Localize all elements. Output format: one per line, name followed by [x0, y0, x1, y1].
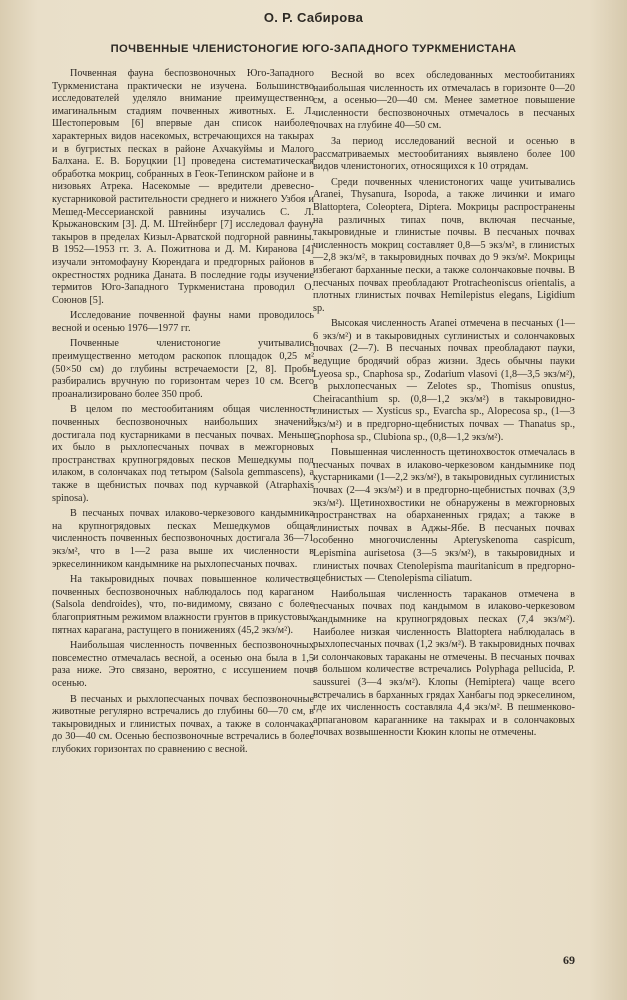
paragraph: Наибольшая численность почвенных беспозвоночных повсеместно отмечалась весной, а осенью она была в 1,5 раза ниже. Это связано, вероятно, с иссушением почв осенью.	[52, 640, 314, 689]
paragraph: Почвенные членистоногие учитывались преимущественно методом раскопок площадок 0,25 м² (50×50 см) до глубины встречаемости [2, 8]. Пробы разбирались вручную по горизонтам через 10 см. Всего проанализировано более 350 проб.	[52, 338, 314, 400]
left-column	[52, 68, 314, 759]
paragraph: В целом по местообитаниям общая численность почвенных беспозвоночных наибольших значений достигала под кустарниками в песчаных почвах. Меньше их было в рыхлопесчаных почвах в межгорновых пространствах крупногрядовых песков Мешедкумы под илаком, в солончаках под тетыром (Salsola gemmascens), а также в щебнистых почвах под курчавкой (Atraphaxis spinosa).	[52, 404, 314, 504]
paragraph: В песчаных и рыхлопесчаных почвах беспозвоночные животные регулярно встречались до глубины 60—70 см, в такыровидных и глинистых почвах, а также в солончаках до 30—40 см. Осенью беспозвоночные встречались в более глубоких горизонтах по сравнению с весной.	[52, 693, 314, 755]
right-column	[313, 70, 575, 743]
paragraph: Среди почвенных членистоногих чаще учитывались Aranei, Thysanura, Isopoda, а также личинки и имаго Blattoptera, Coleoptera, Diptera. Мокрицы распространены на различных типах почв, включая песчаные, такыровидные и глинистые почвы. В песчаных почвах численность мокриц составляет 0,8—5 экз/м², в глинистых—2,8 экз/м², в такыровидных почвах до 9 экз/м². Мокрицы избегают барханные пески, а также солончаковые почвы. В песчаных почвах преобладают Protracheoniscus orientalis, а плотных глинистых почвах Hemilepistus elegans, Ligidium sp.	[313, 176, 575, 314]
paragraph: За период исследований весной и осенью в рассматриваемых местообитаниях выявлено более 100 видов членистоногих, относящихся к 10 отрядам.	[313, 135, 575, 173]
paragraph: Наибольшая численность тараканов отмечена в песчаных почвах под кандымом в илаково-черкезовом кандымнике на крупногрядовых песках (7,4 экз/м²). Наиболее низкая численность Blattoptera наблюдалась в рыхлопесчаных почвах (1,2 экз/м²). В такыровидных почвах и солончаковых тараканы не отмечены. В песчаных почвах в большом количестве встречались Polyphaga pellucida, P. saussurei (3—4 экз/м²). Клопы (Hemiptera) чаще всего встречались в барханных грядах Ханбагы под эркеселином, где их численность составляла 4,4 экз/м². В пешменково-арпагановом караганнике на такырах и в солончаковых почвах возвышенности Кюкин клопы не отмечены.	[313, 588, 575, 739]
paragraph: Высокая численность Aranei отмечена в песчаных (1—6 экз/м²) и в такыровидных суглинистых и солончаковых почвах (2—7). В песчаных почвах преобладают пауки, ведущие бродячий образ жизни. Здесь обычны пауки Lyeosa sp., Cnaphosa sp., Zodarium vlasovi (1,8—3,5 экз/м²), в рыхлопесчаных — Zelotes sp., Thomisus onustus, Cheiracanthium sp. (0,8—1,2 экз/м²) в такыровидно-глинистых — Xysticus sp., Evarcha sp., Alopecosa sp., (1—3 экз/м²) и в предгорно-щебнистых почвах — Thanatus sp., Gnophosa sp., Clubiona sp., (0,8—1,2 экз/м²).	[313, 318, 575, 443]
article-title: ПОЧВЕННЫЕ ЧЛЕНИСТОНОГИЕ ЮГО-ЗАПАДНОГО ТУРКМЕНИСТАНА	[110, 43, 517, 55]
paragraph: Исследование почвенной фауны нами проводилось весной и осенью 1976—1977 гг.	[52, 310, 314, 334]
author-header: О. Р. Сабирова	[263, 10, 364, 25]
paragraph: На такыровидных почвах повышенное количество почвенных беспозвоночных наблюдалось под караганом (Salsola dendroides), что, по-видимому, связано с более благоприятным режимом влажности грунтов в прикустовых пятнах карагана, растущего в понижениях (45,2 экз/м²).	[52, 574, 314, 636]
paragraph: В песчаных почвах илаково-черкезового кандымника на крупногрядовых песках Мешедкумов общая численность почвенных беспозвоночных достигала 36—71 экз/м², что в 1—2 раза выше их численности в эркеселинником кандымнике на рыхлопесчаных почвах.	[52, 508, 314, 570]
page-number: 69	[563, 953, 575, 967]
paragraph: Почвенная фауна беспозвоночных Юго-Западного Туркменистана практически не изучена. Большинство исследователей уделяло внимание преимущественно имагинальным стадиям почвенных животных. Е. Л. Шестоперовым [6] впервые дан список наиболее характерных видов насекомых, встречающихся на такырах и в бугристых песках в районе Ахчакуймы и Малого Балхана. Е. В. Боруцкии [1] проведена систематическая обработка мокриц, собранных в Геок-Тепинском районе и в низовьях Атрека. Насекомые — вредители древесно-кустарниковой растительности среднего и нижнего Узбоя и Мешед-Мессерианской равнины изучались С. Л. Крыжановским [3]. Д. М. Штейнберг [7] исследовал фауну такыров в пределах Кизыл-Арватской подгорной равнины. В 1952—1953 гг. З. А. Пожитнова и Д. М. Киранова [4] изучали энтомофауну Кюрендага и предгорных районов в окрестностях родника Даната. В последние годы изучение термитов Юго-Западного Туркменистана проводил О. Союнов [5].	[52, 68, 314, 306]
paragraph: Повышенная численность щетинохвосток отмечалась в песчаных почвах в илаково-черкезовом кандымнике под кустарниками (1—2,2 экз/м²), в такыровидных суглинистых почвах (2—4 экз/м²) и в предгорно-щебнистых почвах (3,9 экз/м²). Щетинохвостики не обнаружены в межгорновых пространствах на обарханенных грядах; а также в глинистых почвах в Аджы-Ябе. В песчаных почвах особенно многочисленны Apteryskenoma caspicum, Lepismina aurisetosa (3—5 экз/м²), в такыровидных и глинистых почвах Ctenolepisma mauritanicum в предгорно-щебнистых — Ctenolepisma ciliatum.	[313, 447, 575, 585]
paragraph: Весной во всех обследованных местообитаниях наибольшая численность их отмечалась в горизонте 0—20 см, а осенью—20—40 см. Менее заметное повышение численности беспозвоночных отмечалось в песчаных почвах на глубине 40—50 см.	[313, 70, 575, 132]
